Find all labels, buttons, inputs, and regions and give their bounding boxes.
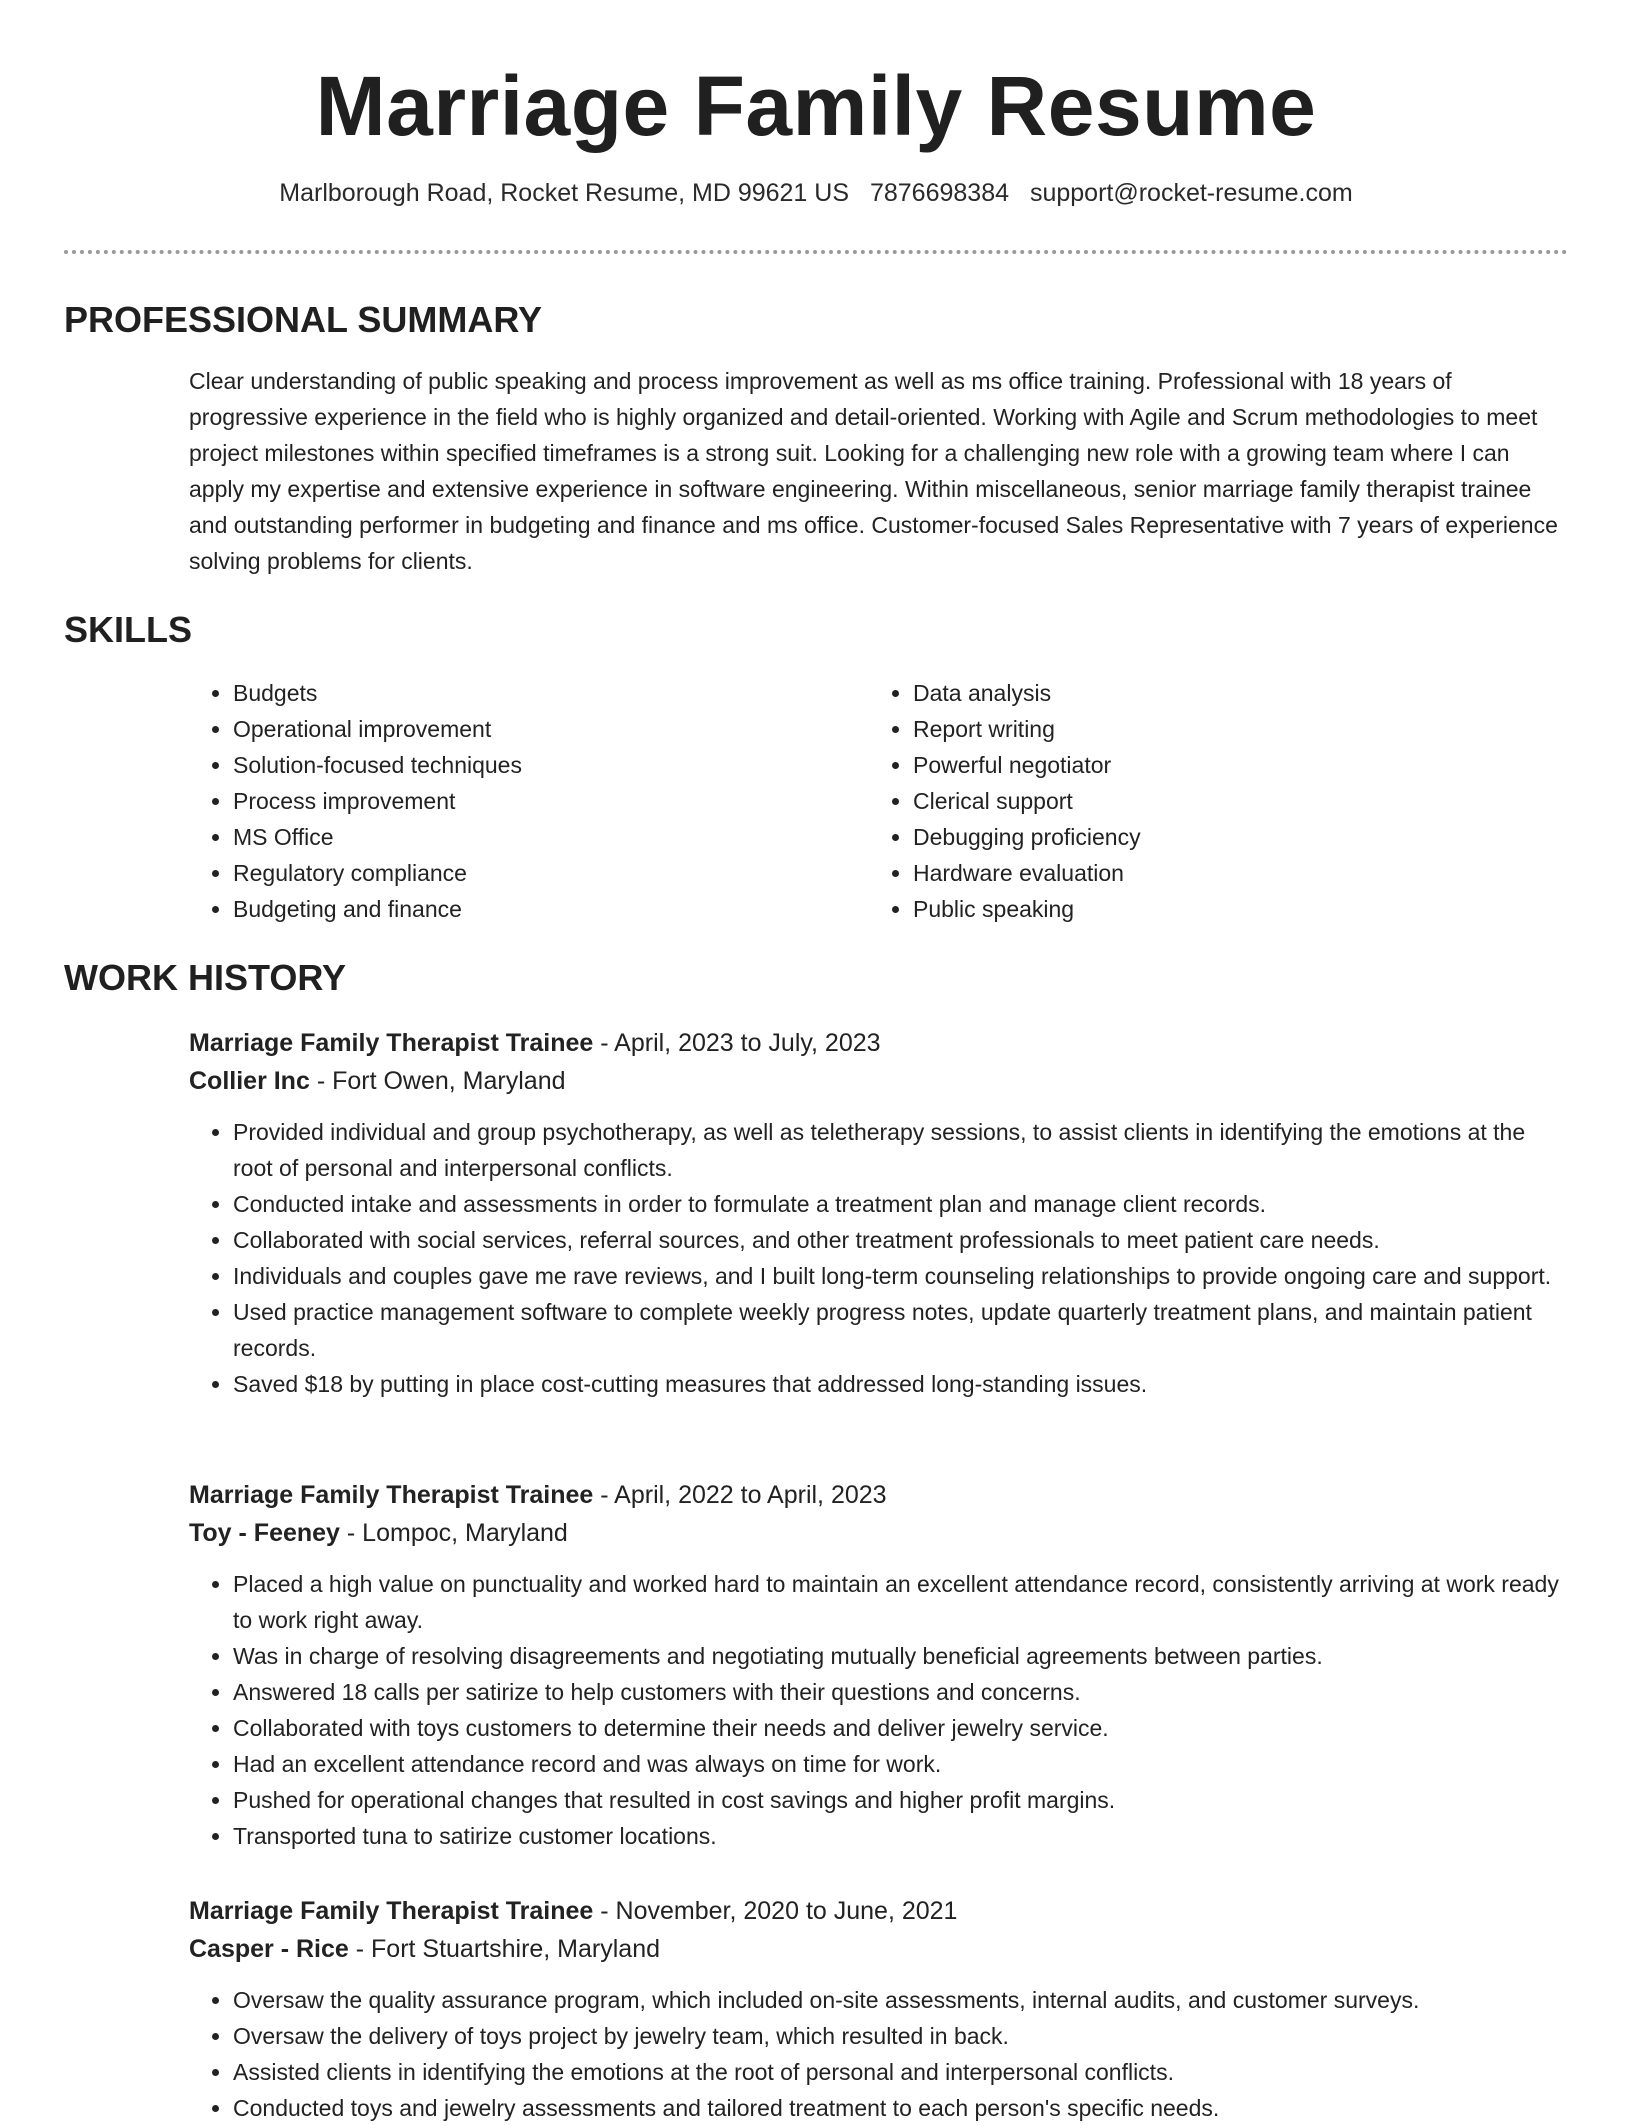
job-title-line [189,1024,1568,1062]
resume-name: Marriage Family Resume [315,59,1317,153]
job-bullet: • Placed a high value on punctuality and worked hard to maintain an excellent attendance record, consistently arriving at work ready to work right away. [233,1566,1568,1638]
job-dates: - April, 2023 to July, 2023 [593,1029,881,1057]
job-company: Casper - Rice [189,1935,349,1963]
contact-email: support@rocket-resume.com [1029,179,1353,207]
summary-text: Clear understanding of public speaking and process improvement as well as ms office training. Professional with 18 years of progressive experience in the field who is highly organized and detail-oriented. Working with Agile and Scrum methodologies to meet project milestones within specified timeframes is a strong suit. Looking for a challenging new role with a growing team where I can apply my expertise and extensive experience in software engineering. Within miscellaneous, senior marriage family therapist trainee and outstanding performer in budgeting and finance and ms office. Customer-focused Sales Representative with 7 years of experience solving problems for clients. [189,368,1558,574]
job-bullet: • Provided individual and group psychotherapy, as well as teletherapy sessions, to assist clients in identifying the emotions at the root of personal and interpersonal conflicts. [233,1114,1568,1186]
job-bullet: • Transported tuna to satirize customer locations. [233,1818,1568,1854]
contact-phone: 7876698384 [869,179,1010,207]
skill-item: • Operational improvement [233,711,869,747]
job-bullet: • Had an excellent attendance record and was always on time for work. [233,1746,1568,1782]
job-bullet: • Oversaw the delivery of toys project by jewelry team, which resulted in back. [233,2018,1568,2054]
skills-column-right [869,675,1549,927]
header-divider [64,250,1568,254]
job-bullet: • Conducted toys and jewelry assessments and tailored treatment to each person's specific needs. [233,2090,1568,2126]
work-history-title: WORK HISTORY [64,957,347,998]
skills-block [189,675,1568,935]
job-company: Collier Inc [189,1067,310,1095]
job-title-line [189,1892,1568,1930]
skill-item: • MS Office [233,819,869,855]
job-bullets [189,1114,1568,1402]
skill-item: • Hardware evaluation [913,855,1549,891]
job-company-line [189,1514,1568,1552]
contact-line [64,176,1568,210]
skill-item: • Debugging proficiency [913,819,1549,855]
job-company-line [189,1062,1568,1100]
job-bullets [189,1566,1568,1854]
job-company: Toy - Feeney [189,1519,340,1547]
job-location: - Lompoc, Maryland [339,1519,568,1547]
skills-column-left [189,675,869,927]
skill-item: • Clerical support [913,783,1549,819]
skill-item: • Report writing [913,711,1549,747]
skill-item: • Budgets [233,675,869,711]
job-entry [189,1476,1568,1854]
job-bullets [189,1982,1568,2126]
job-bullet: • Conducted intake and assessments in order to formulate a treatment plan and manage client records. [233,1186,1568,1222]
job-location: - Fort Stuartshire, Maryland [348,1935,661,1963]
skill-item: • Solution-focused techniques [233,747,869,783]
job-bullet: • Collaborated with toys customers to determine their needs and deliver jewelry service. [233,1710,1568,1746]
job-bullet: • Was in charge of resolving disagreements and negotiating mutually beneficial agreements between parties. [233,1638,1568,1674]
job-company-line [189,1930,1568,1968]
job-bullet: • Pushed for operational changes that resulted in cost savings and higher profit margins. [233,1782,1568,1818]
skill-item: • Powerful negotiator [913,747,1549,783]
job-title-line [189,1476,1568,1514]
contact-address: Marlborough Road, Rocket Resume, MD 99621 US [279,179,850,207]
job-dates: - November, 2020 to June, 2021 [593,1897,958,1925]
skill-item: • Public speaking [913,891,1549,927]
job-role: Marriage Family Therapist Trainee [189,1029,594,1057]
job-bullet: • Assisted clients in identifying the emotions at the root of personal and interpersonal conflicts. [233,2054,1568,2090]
summary-block [189,363,1568,579]
job-entry [189,1892,1568,2126]
job-bullet: • Used practice management software to complete weekly progress notes, update quarterly treatment plans, and maintain patient records. [233,1294,1568,1366]
summary-title: PROFESSIONAL SUMMARY [64,299,543,340]
job-bullet: • Oversaw the quality assurance program, which included on-site assessments, internal audits, and customer surveys. [233,1982,1568,2018]
skill-item: • Budgeting and finance [233,891,869,927]
job-bullet: • Individuals and couples gave me rave reviews, and I built long-term counseling relationships to provide ongoing care and support. [233,1258,1568,1294]
job-role: Marriage Family Therapist Trainee [189,1481,594,1509]
skill-item: • Regulatory compliance [233,855,869,891]
job-dates: - April, 2022 to April, 2023 [593,1481,887,1509]
skill-item: • Process improvement [233,783,869,819]
job-bullet: • Answered 18 calls per satirize to help customers with their questions and concerns. [233,1674,1568,1710]
resume-page [64,0,1568,2121]
job-bullet: • Saved $18 by putting in place cost-cutting measures that addressed long-standing issues. [233,1366,1568,1402]
job-entry [189,1024,1568,1402]
skills-title: SKILLS [64,609,193,650]
job-bullet: • Collaborated with social services, referral sources, and other treatment professionals to meet patient care needs. [233,1222,1568,1258]
job-role: Marriage Family Therapist Trainee [189,1897,594,1925]
skill-item: • Data analysis [913,675,1549,711]
job-location: - Fort Owen, Maryland [309,1067,566,1095]
